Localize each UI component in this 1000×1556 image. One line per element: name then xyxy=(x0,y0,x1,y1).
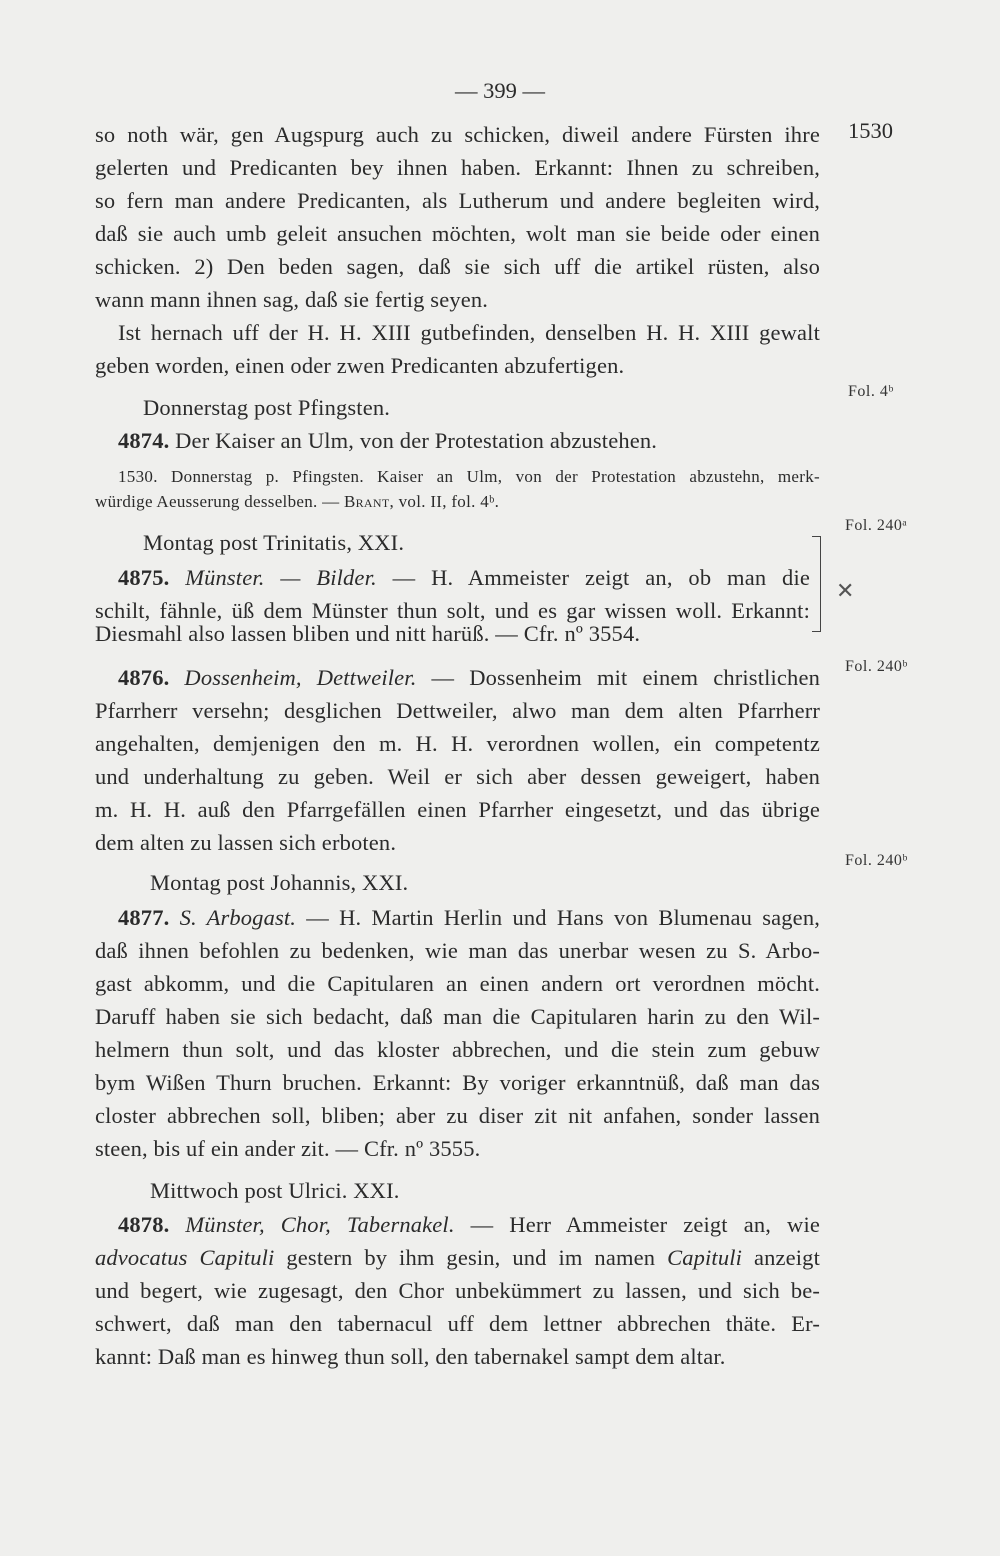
author-brant: Brant xyxy=(343,492,390,511)
text-line: closter abbrechen soll, bliben; aber zu diser zit nit anfahen, sonder lassen xyxy=(95,1103,820,1128)
text-line: gast abkomm, und die Capitularen an einen andern ort verordnen möcht. xyxy=(95,971,820,996)
margin-year: 1530 xyxy=(848,118,893,143)
date-heading: Donnerstag post Pfingsten. xyxy=(143,395,391,420)
entry-title: Münster, Chor, Tabernakel. xyxy=(185,1212,455,1237)
text-line: Diesmahl also lassen bliben und nitt harüß. — Cfr. nº 3554. xyxy=(95,621,641,646)
entry-4876-heading: 4876. Dossenheim, Dettweiler. — Dossenheim mit einem christlichen xyxy=(118,665,820,690)
text-line: angehalten, demjenigen den m. H. H. verordnen wollen, ein competentz xyxy=(95,731,820,756)
text-line: m. H. H. auß den Pfarrgefällen einen Pfarrher eingesetzt, und das übrige xyxy=(95,797,820,822)
text-line: wann mann ihnen sag, daß sie fertig seyen. xyxy=(95,287,489,312)
margin-note-fol-240b-2: Fol. 240ᵇ xyxy=(845,852,908,869)
text-line: so fern man andere Predicanten, als Lutherum und andere begleiten wird, xyxy=(95,188,820,213)
text-line: kannt: Daß man es hinweg thun soll, den tabernakel sampt dem altar. xyxy=(95,1344,726,1369)
margin-cross-mark: ✕ xyxy=(836,578,855,603)
margin-note-fol-240a: Fol. 240ᵃ xyxy=(845,517,908,534)
page-number: — 399 — xyxy=(455,78,545,103)
text-line: geben worden, einen oder zwen Predicanten abzufertigen. xyxy=(95,353,625,378)
text-line: schicken. 2) Den beden sagen, daß sie sich uff die artikel rüsten, also xyxy=(95,254,820,279)
date-heading: Mittwoch post Ulrici. XXI. xyxy=(150,1178,400,1203)
entry-number: 4877. xyxy=(118,905,170,930)
margin-note-fol-240b: Fol. 240ᵇ xyxy=(845,658,908,675)
entry-4878-heading: 4878. Münster, Chor, Tabernakel. — Herr Ammeister zeigt an, wie xyxy=(118,1212,820,1237)
footnote-line: 1530. Donnerstag p. Pfingsten. Kaiser an Ulm, von der Protestation abzustehn, merk- xyxy=(118,467,820,486)
entry-4874-heading xyxy=(118,426,843,456)
entry-number: 4874. xyxy=(118,428,170,453)
text-line: schwert, daß man den tabernacul uff dem lettner abbrechen thäte. Er- xyxy=(95,1311,820,1336)
text-line: gelerten und Predicanten bey ihnen haben. Erkannt: Ihnen zu schreiben, xyxy=(95,155,820,180)
text-line: daß ihnen befohlen zu bedenken, wie man das unerbar wesen zu S. Arbo- xyxy=(95,938,820,963)
text-line: steen, bis uf ein ander zit. — Cfr. nº 3555. xyxy=(95,1136,481,1161)
text-line: und begert, wie zugesagt, den Chor unbekümmert zu lassen, und sich be- xyxy=(95,1278,820,1303)
entry-number: 4878. xyxy=(118,1212,170,1237)
text-line: und underhaltung zu geben. Weil er sich aber dessen geweigert, haben xyxy=(95,764,820,789)
text-line: advocatus Capituli gestern by ihm gesin, und im namen Capituli anzeigt xyxy=(95,1245,820,1270)
text-line: Ist hernach uff der H. H. XIII gutbefinden, denselben H. H. XIII gewalt xyxy=(118,320,820,345)
entry-number: 4875. xyxy=(118,565,170,590)
entry-4877-heading: 4877. S. Arbogast. — H. Martin Herlin und Hans von Blumenau sagen, xyxy=(118,905,820,930)
text-line: Pfarrherr versehn; desglichen Dettweiler, alwo man dem alten Pfarrherr xyxy=(95,698,820,723)
text-line: daß sie auch umb geleit ansuchen möchten, wolt man sie beide oder einen xyxy=(95,221,820,246)
text-line: Daruff haben sie sich bedacht, daß man die Capitularen harin zu den Wil- xyxy=(95,1004,820,1029)
entry-number: 4876. xyxy=(118,665,170,690)
footnote-line: würdige Aeusserung desselben. — Brant, vol. II, fol. 4ᵇ. xyxy=(95,492,500,511)
margin-note-fol-4b: Fol. 4ᵇ xyxy=(848,383,894,400)
text-line: dem alten zu lassen sich erboten. xyxy=(95,830,397,855)
entry-title: Der Kaiser an Ulm, von der Protestation abzustehen. xyxy=(175,428,658,453)
date-heading: Montag post Johannis, XXI. xyxy=(150,870,409,895)
text-line: schilt, fähnle, üß dem Münster thun solt, und es gar wissen woll. Erkannt: xyxy=(95,598,810,623)
text-line: bym Wißen Thurn bruchen. Erkannt: By voriger erkanntnüß, daß man das xyxy=(95,1070,820,1095)
entry-title: S. Arbogast. xyxy=(179,905,297,930)
entry-4875-heading: 4875. Münster. — Bilder. — H. Ammeister zeigt an, ob man die xyxy=(118,565,810,590)
entry-title: Münster. — Bilder. xyxy=(185,565,377,590)
text-line: helmern thun solt, und das kloster abbrechen, und die stein zum gebuw xyxy=(95,1037,820,1062)
entry-title: Dossenheim, Dettweiler. xyxy=(184,665,417,690)
date-heading: Montag post Trinitatis, XXI. xyxy=(143,530,405,555)
text-line: so noth wär, gen Augspurg auch zu schicken, diweil andere Fürsten ihre xyxy=(95,122,820,147)
